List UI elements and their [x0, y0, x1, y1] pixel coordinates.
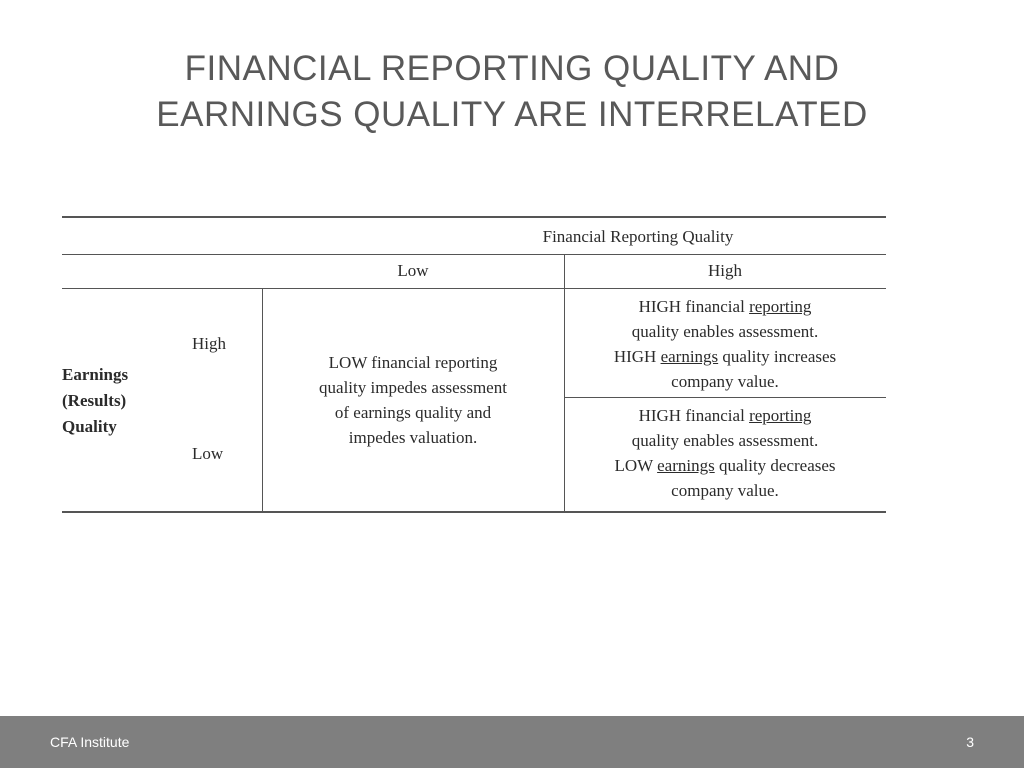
- row-header-low: Low: [192, 444, 224, 463]
- cell-line: [564, 403, 886, 428]
- slide-number: 3: [966, 734, 974, 750]
- cell-line: quality impedes assessment: [319, 378, 507, 397]
- cell-text: HIGH financial: [638, 406, 750, 425]
- row-label-earnings-quality: [62, 362, 128, 440]
- cell-text: HIGH: [613, 347, 661, 366]
- slide-title-line1: FINANCIAL REPORTING QUALITY AND: [184, 49, 840, 88]
- slide-title: [60, 46, 964, 138]
- table-header-rule-1: [62, 254, 886, 255]
- column-header-high: High: [708, 261, 742, 280]
- row-label-line: Earnings: [62, 365, 129, 384]
- column-header-low: Low: [397, 261, 429, 280]
- underlined-text: reporting: [749, 297, 812, 316]
- high-column-divider: [564, 397, 886, 398]
- underlined-text: earnings: [660, 347, 719, 366]
- cell-text: HIGH financial: [638, 297, 750, 316]
- footer-org-name: CFA Institute: [50, 734, 130, 750]
- cell-text: LOW: [614, 456, 658, 475]
- footer-bar: [0, 716, 1024, 768]
- table-header-rule-2: [62, 288, 886, 289]
- table-bottom-rule: [62, 511, 886, 513]
- row-label-line: (Results): [62, 391, 127, 410]
- cell-line: quality enables assessment.: [631, 431, 819, 450]
- quality-matrix-table: [62, 216, 886, 514]
- table-top-rule: [62, 216, 886, 218]
- cell-text: quality increases: [718, 347, 837, 366]
- cell-line: quality enables assessment.: [631, 322, 819, 341]
- slide-title-line2: EARNINGS QUALITY ARE INTERRELATED: [156, 95, 868, 134]
- cell-line: impedes valuation.: [348, 428, 478, 447]
- header-financial-reporting-quality: Financial Reporting Quality: [542, 227, 734, 246]
- underlined-text: earnings: [657, 456, 715, 475]
- row-header-high: High: [192, 334, 226, 353]
- cell-line: of earnings quality and: [334, 403, 492, 422]
- cell-line: LOW financial reporting: [328, 353, 498, 372]
- cell-line: [564, 453, 886, 478]
- low-reporting-quality-cell: [262, 350, 564, 450]
- cell-line: company value.: [671, 481, 779, 500]
- high-reporting-high-earnings-cell: [564, 294, 886, 394]
- row-label-line: Quality: [62, 417, 117, 436]
- cell-line: [564, 294, 886, 319]
- cell-line: company value.: [671, 372, 779, 391]
- cell-line: [564, 344, 886, 369]
- cell-text: quality decreases: [714, 456, 836, 475]
- underlined-text: reporting: [749, 406, 812, 425]
- high-reporting-low-earnings-cell: [564, 403, 886, 503]
